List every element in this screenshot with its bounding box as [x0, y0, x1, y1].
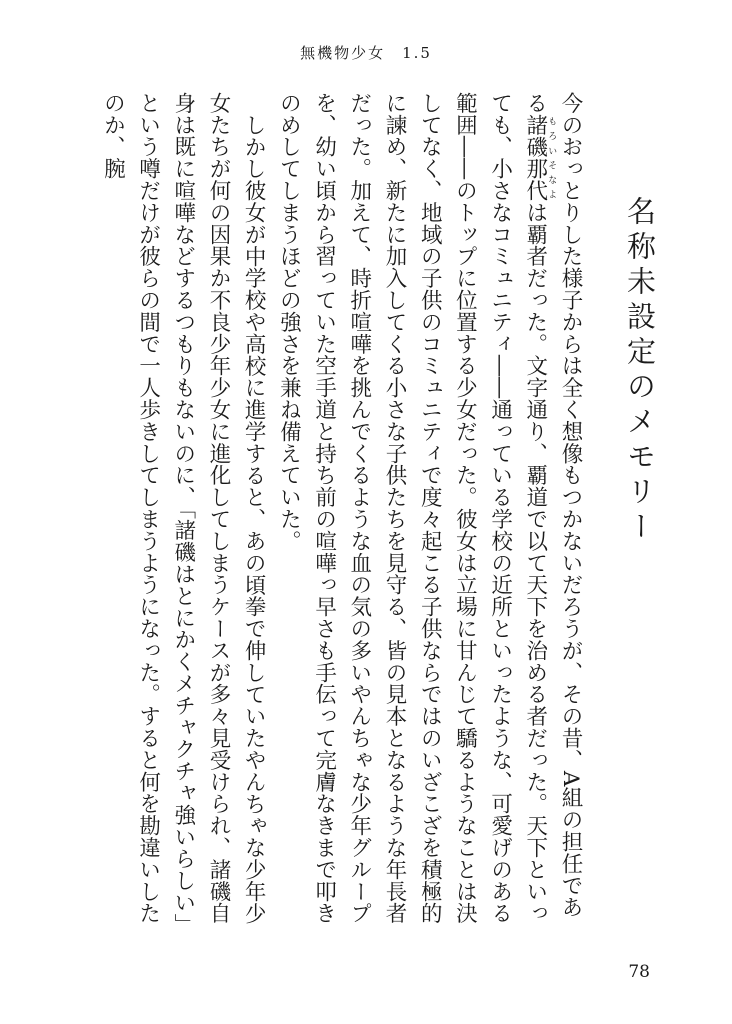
- paragraph-1: [271, 92, 588, 934]
- ruby-base: 諸磯那代: [522, 113, 548, 202]
- chapter-title: 名称未設定のメモリー: [623, 196, 657, 546]
- paragraph-1-opening: 今のおっとりした様子からは全く想像もつかないだろうが、その昔、A組の担任である: [522, 92, 583, 919]
- ruby-reading: もろいそなよ: [546, 113, 557, 202]
- page-number: 78: [628, 962, 650, 982]
- name-with-reading: [522, 113, 557, 202]
- body-text: [100, 92, 588, 934]
- paragraph-1-rest: は覇者だった。文字通り、覇道で以て天下を治める者だった。天下といっても、小さなコミュニティ――通っている学校の近所といったような、可愛げのある範囲――のトップに位置する少女だった。彼女は立場に甘んじて驕るようなことは決してなく、地域の子供のコミュニティで度々起こる子供ならではのいざこざを積極的に諫め、新たに加入してくる小さな子供たちを見守る、皆の見本となるような年長者だった。加えて、時折喧嘩を挑んでくるような血の気の多いやんちゃな少年グループを、幼い頃から習っていた空手道と持ち前の喧嘩っ早さも手伝って完膚なきまで叩きのめしてしまうほどの強さを兼ね備えていた。: [276, 92, 548, 925]
- running-header: 無機物少女 1.5: [300, 44, 432, 62]
- paragraph-2: しかし彼女が中学校や高校に進学すると、あの頃拳で伸していたやんちゃな少年少女たちが何の因果か不良少年少女に進化してしまうケースが多々見受けられ、諸磯自身は既に喧嘩などするつもりもないのに、「諸磯はとにかくメチャクチャ強いらしい」という噂だけが彼らの間で一人歩きしてしまうようになった。すると何を勘違いしたのか、腕: [100, 92, 267, 925]
